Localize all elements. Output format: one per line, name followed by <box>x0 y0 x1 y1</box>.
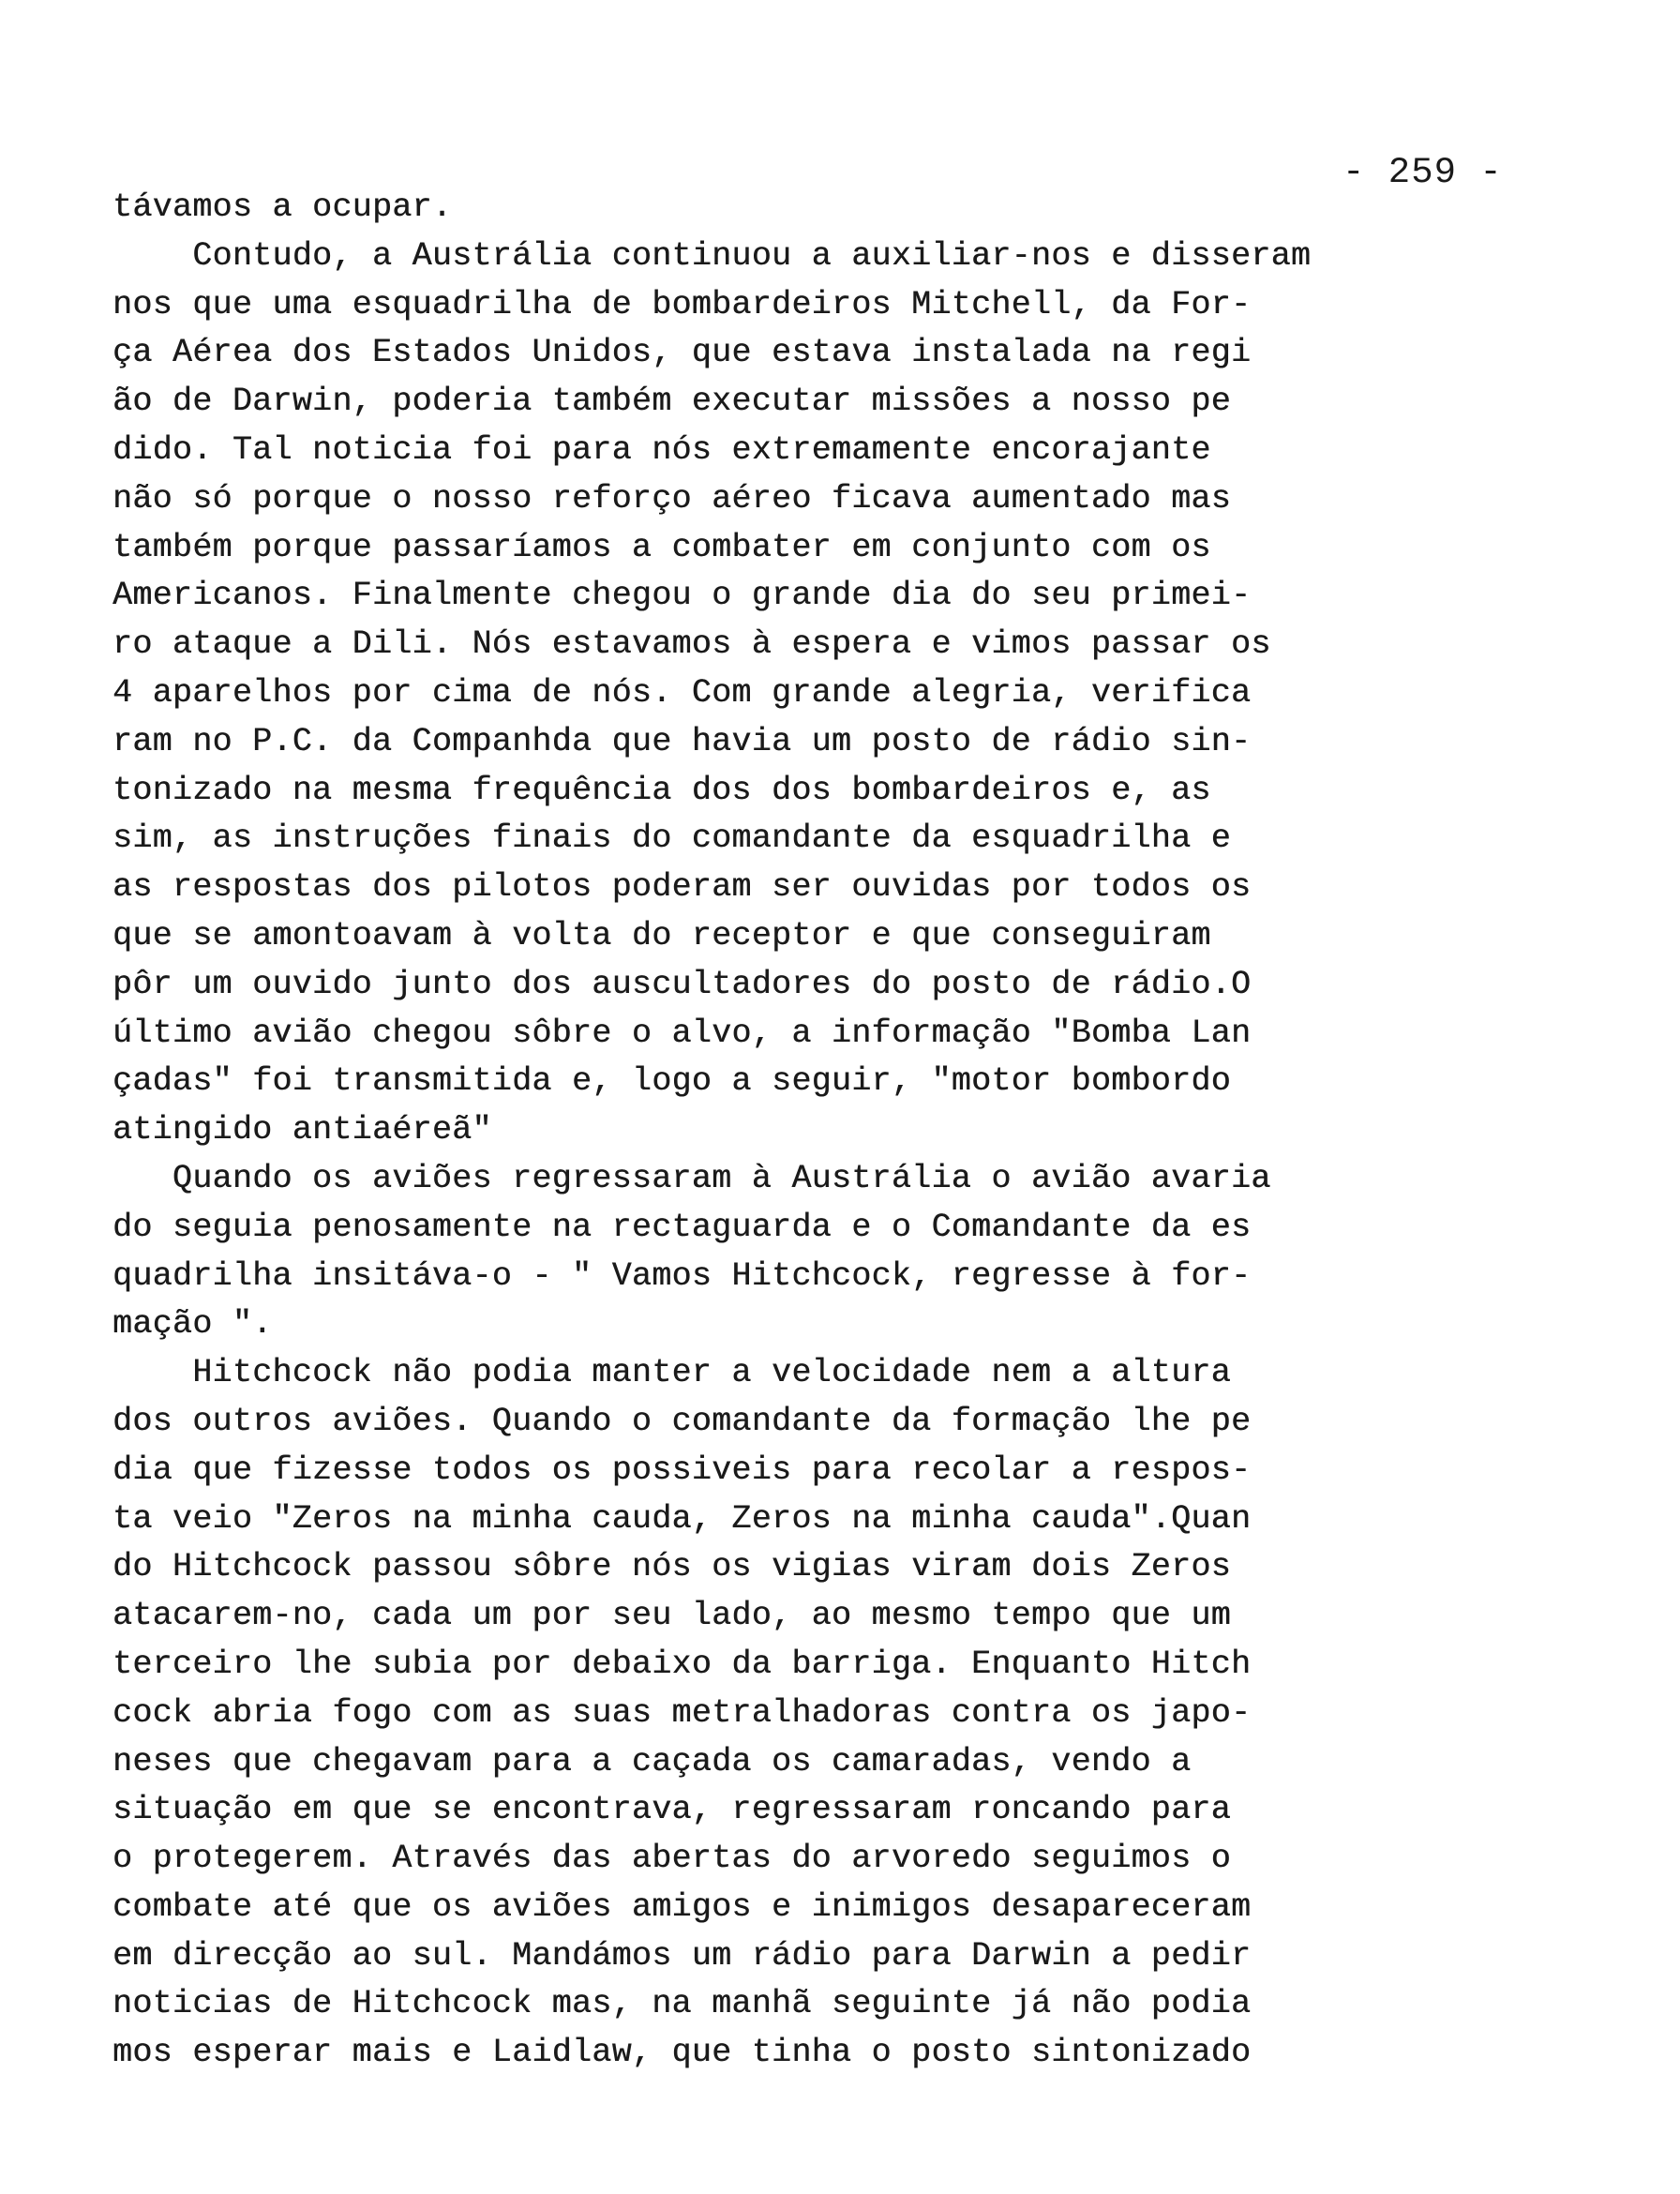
text-line: ão de Darwin, poderia também executar missões a nosso pe <box>112 383 1231 421</box>
text-line: o protegerem. Através das abertas do arvoredo seguimos o <box>112 1840 1231 1878</box>
body-text <box>112 184 1491 2078</box>
text-line: ta veio "Zeros na minha cauda, Zeros na minha cauda".Quan <box>112 1499 1252 1538</box>
text-line: em direcção ao sul. Mandámos um rádio para Darwin a pedir <box>112 1936 1252 1975</box>
text-line: ça Aérea dos Estados Unidos, que estava instalada na regi <box>112 334 1252 372</box>
text-line: do seguia penosamente na rectaguarda e o Comandante da es <box>112 1208 1252 1246</box>
text-line: quadrilha insitáva-o - " Vamos Hitchcock, regresse à for- <box>112 1256 1252 1295</box>
text-line: tonizado na mesma frequência dos dos bombardeiros e, as <box>112 771 1211 809</box>
text-line: terceiro lhe subia por debaixo da barriga. Enquanto Hitch <box>112 1645 1252 1683</box>
text-line: çadas" foi transmitida e, logo a seguir, "motor bombordo <box>112 1062 1231 1101</box>
text-line: neses que chegavam para a caçada os camaradas, vendo a <box>112 1742 1192 1781</box>
text-line: pôr um ouvido junto dos auscultadores do posto de rádio.O <box>112 965 1252 1003</box>
text-line: não só porque o nosso reforço aéreo ficava aumentado mas <box>112 479 1231 518</box>
text-line: cock abria fogo com as suas metralhadoras contra os japo- <box>112 1693 1252 1732</box>
text-line: Americanos. Finalmente chegou o grande dia do seu primei- <box>112 577 1252 615</box>
text-line: Contudo, a Austrália continuou a auxiliar-nos e disseram <box>112 236 1312 275</box>
text-line: 4 aparelhos por cima de nós. Com grande alegria, verifica <box>112 673 1252 712</box>
text-line: dia que fizesse todos os possiveis para recolar a respos- <box>112 1450 1252 1489</box>
text-line: atacarem-no, cada um por seu lado, ao mesmo tempo que um <box>112 1597 1231 1635</box>
text-line: távamos a ocupar. <box>112 188 453 226</box>
text-line: sim, as instruções finais do comandante da esquadrilha e <box>112 819 1231 858</box>
text-line: ro ataque a Dili. Nós estavamos à espera e vimos passar os <box>112 625 1271 664</box>
text-line: Hitchcock não podia manter a velocidade nem a altura <box>112 1354 1231 1392</box>
text-line: nos que uma esquadrilha de bombardeiros Mitchell, da For- <box>112 285 1252 323</box>
text-line: atingido antiaéreã" <box>112 1111 492 1150</box>
text-line: do Hitchcock passou sôbre nós os vigias viram dois Zeros <box>112 1548 1231 1586</box>
text-line: Quando os aviões regressaram à Austrália o avião avaria <box>112 1159 1271 1197</box>
text-line: também porque passaríamos a combater em conjunto com os <box>112 528 1211 566</box>
text-line: as respostas dos pilotos poderam ser ouvidas por todos os <box>112 868 1252 907</box>
text-line: dido. Tal noticia foi para nós extremamente encorajante <box>112 430 1211 469</box>
text-line: dos outros aviões. Quando o comandante da formação lhe pe <box>112 1402 1252 1440</box>
text-line: que se amontoavam à volta do receptor e que conseguiram <box>112 916 1211 954</box>
text-line: ram no P.C. da Companhda que havia um posto de rádio sin- <box>112 722 1252 760</box>
text-line: noticias de Hitchcock mas, na manhã seguinte já não podia <box>112 1985 1252 2023</box>
text-line: situação em que se encontrava, regressaram roncando para <box>112 1791 1231 1829</box>
text-line: mação ". <box>112 1305 273 1344</box>
text-line: último avião chegou sôbre o alvo, a informação "Bomba Lan <box>112 1014 1252 1052</box>
page-number: - 259 - <box>1342 152 1503 193</box>
text-line: mos esperar mais e Laidlaw, que tinha o posto sintonizado <box>112 2034 1252 2072</box>
text-line: combate até que os aviões amigos e inimigos desapareceram <box>112 1887 1252 1926</box>
